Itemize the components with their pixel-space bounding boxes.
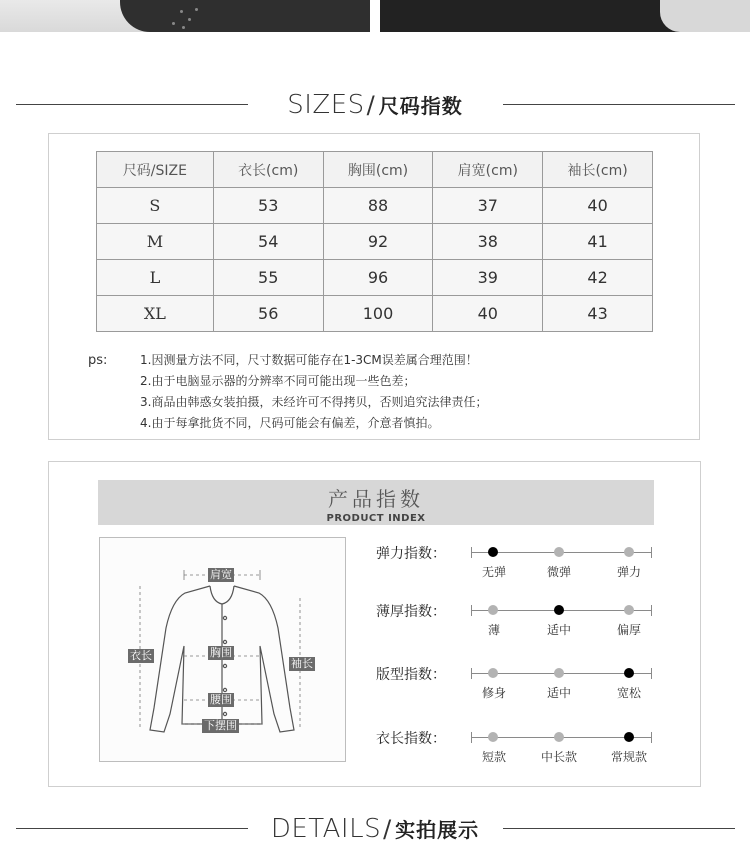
index-option: 薄 <box>487 623 501 637</box>
index-dot <box>624 605 634 615</box>
index-dot <box>554 732 564 742</box>
chest-cell: 100 <box>323 296 433 332</box>
index-label: 弹力指数： <box>376 546 446 562</box>
size-cell: S <box>97 188 214 224</box>
sizes-section-header <box>0 85 750 125</box>
garment-measure-diagram <box>99 537 346 762</box>
index-option: 适中 <box>546 686 572 700</box>
index-row-elasticity <box>376 543 666 583</box>
length-cell: 56 <box>213 296 323 332</box>
chest-cell: 96 <box>323 260 433 296</box>
index-row-thickness <box>376 601 666 641</box>
shoulder-cell: 37 <box>433 188 543 224</box>
chest-cell: 88 <box>323 188 433 224</box>
index-dot <box>488 668 498 678</box>
shoulder-cell: 40 <box>433 296 543 332</box>
index-label: 版型指数： <box>376 667 446 683</box>
header-length: 衣长(cm) <box>213 152 323 188</box>
index-dot-selected <box>624 732 634 742</box>
index-row-length <box>376 728 666 768</box>
index-option: 偏厚 <box>616 623 642 637</box>
product-index-title-zh: 产品指数 <box>328 487 424 511</box>
table-row <box>97 224 653 260</box>
diagram-label-waist: 腰围 <box>210 693 232 706</box>
sleeve-cell: 43 <box>543 296 653 332</box>
details-title-zh: 实拍展示 <box>395 818 480 842</box>
chest-cell: 92 <box>323 224 433 260</box>
scale-cap-left <box>471 605 472 616</box>
diagram-label-chest: 胸围 <box>210 646 232 659</box>
diagram-label-shoulder: 肩宽 <box>210 568 232 581</box>
details-title-slash: / <box>383 815 392 843</box>
note-item: 1.因测量方法不同，尺寸数据可能存在1-3CM误差属合理范围！ <box>140 353 478 367</box>
size-cell: XL <box>97 296 214 332</box>
table-row <box>97 188 653 224</box>
index-option: 弹力 <box>616 565 642 579</box>
scale-cap-left <box>471 668 472 679</box>
details-section-header <box>0 809 750 849</box>
index-option: 常规款 <box>610 750 648 764</box>
index-option: 宽松 <box>616 686 642 700</box>
length-cell: 54 <box>213 224 323 260</box>
index-dot <box>624 547 634 557</box>
index-option: 无弹 <box>481 565 507 579</box>
scale-cap-right <box>651 547 652 558</box>
index-option: 中长款 <box>540 750 578 764</box>
index-option: 修身 <box>481 686 507 700</box>
diagram-label-hem: 下摆围 <box>204 719 237 732</box>
top-photo-right <box>380 0 750 32</box>
sleeve-cell: 42 <box>543 260 653 296</box>
header-size: 尺码/SIZE <box>97 152 214 188</box>
top-photo-left <box>0 0 370 32</box>
product-index-title <box>98 480 654 525</box>
sizes-title-slash: / <box>366 91 375 119</box>
sleeve-cell: 40 <box>543 188 653 224</box>
index-dot <box>554 668 564 678</box>
sizes-title-zh: 尺码指数 <box>378 94 463 118</box>
index-dot-selected <box>624 668 634 678</box>
note-item: 4.由于每拿批货不同，尺码可能会有偏差，介意者慎拍。 <box>140 416 440 430</box>
diagram-label-sleeve: 袖长 <box>291 657 313 670</box>
product-index-title-en: PRODUCT INDEX <box>326 513 426 524</box>
table-row <box>97 260 653 296</box>
diagram-label-length: 衣长 <box>130 649 152 662</box>
sleeve-cell: 41 <box>543 224 653 260</box>
scale-cap-left <box>471 547 472 558</box>
index-label: 薄厚指数： <box>376 604 446 620</box>
background-area <box>660 0 750 32</box>
length-cell: 55 <box>213 260 323 296</box>
index-option: 微弹 <box>546 565 572 579</box>
garment-photo <box>120 0 370 32</box>
index-dot <box>554 547 564 557</box>
size-table <box>96 151 653 332</box>
index-label: 衣长指数： <box>376 731 446 747</box>
table-row <box>97 296 653 332</box>
scale-cap-right <box>651 668 652 679</box>
index-dot-selected <box>554 605 564 615</box>
table-header-row <box>97 152 653 188</box>
size-cell: L <box>97 260 214 296</box>
sizes-title-en: SIZES <box>287 90 365 120</box>
details-title-en: DETAILS <box>270 814 382 844</box>
index-dot <box>488 732 498 742</box>
note-item: 2.由于电脑显示器的分辨率不同可能出现一些色差； <box>140 374 416 388</box>
notes-list <box>140 350 487 434</box>
notes-label: ps: <box>88 353 108 368</box>
scale-cap-left <box>471 732 472 743</box>
shoulder-cell: 39 <box>433 260 543 296</box>
index-dot <box>488 605 498 615</box>
note-item: 3.商品由韩惑女装拍摄，未经许可不得拷贝，否则追究法律责任； <box>140 395 488 409</box>
scale-cap-right <box>651 605 652 616</box>
header-sleeve: 袖长(cm) <box>543 152 653 188</box>
index-dot-selected <box>488 547 498 557</box>
header-chest: 胸围(cm) <box>323 152 433 188</box>
shoulder-cell: 38 <box>433 224 543 260</box>
index-option: 短款 <box>481 750 507 764</box>
size-cell: M <box>97 224 214 260</box>
index-option: 适中 <box>546 623 572 637</box>
scale-cap-right <box>651 732 652 743</box>
index-row-fit <box>376 664 666 704</box>
length-cell: 53 <box>213 188 323 224</box>
header-shoulder: 肩宽(cm) <box>433 152 543 188</box>
